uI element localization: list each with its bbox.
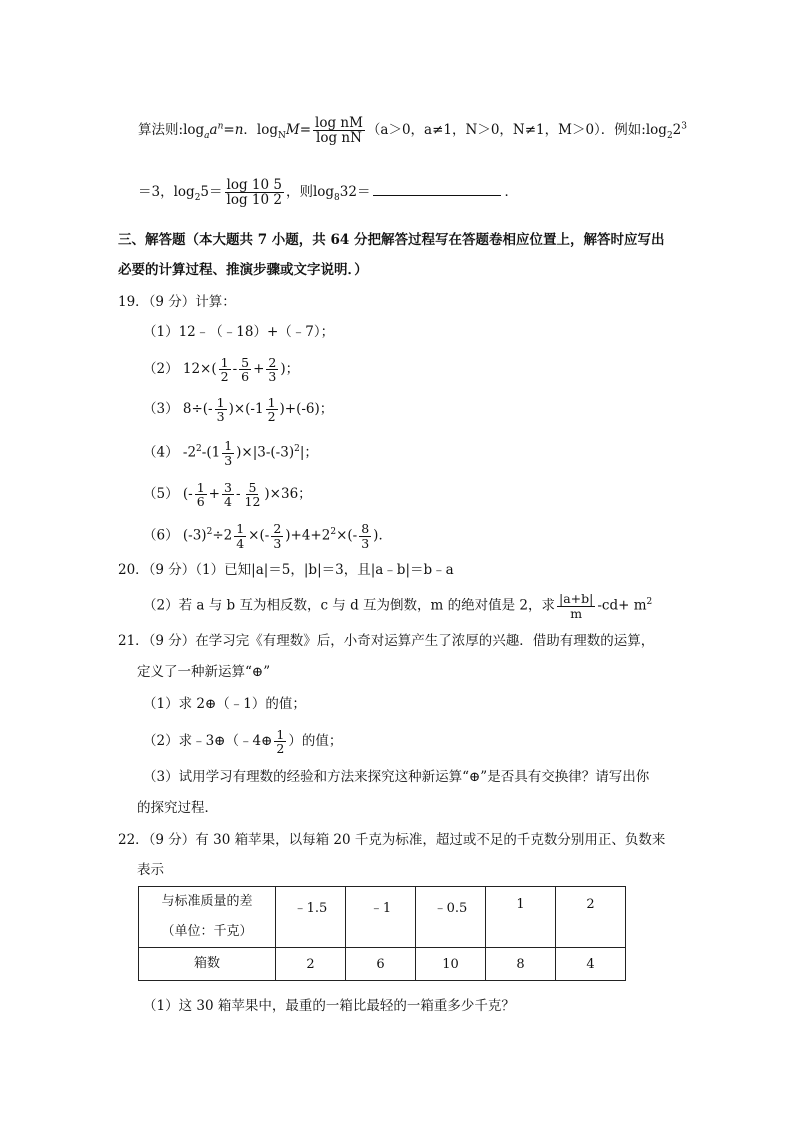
q21-part3-cont: 的探究过程．	[137, 800, 218, 816]
section-heading: 三、解答题（本大题共 7 小题，共 64 分把解答过程写在答题卷相应位置上，解答时应写出	[118, 232, 665, 248]
q21-part3: （3）试用学习有理数的经验和方法来探究这种新运算“⊕”是否具有交换律？请写出你	[143, 769, 650, 785]
algo-fraction: $\frac{\text{log nM}}{\text{log nN}}$	[315, 115, 363, 147]
table-row	[139, 948, 626, 981]
table-cell: 2	[276, 948, 346, 981]
q20-part2: （2）若 a 与 b 互为相反数，c 与 d 互为倒数，m 的绝对值是 2，求 $\frac{|a+b|}{m}$ $-cd+ m^2$	[143, 591, 653, 621]
q19-part4: （4） $-2^2-(1$ $\frac{1}{3}$ )$\times|3-(-3)^2|$；	[143, 438, 318, 468]
q21-part1: （1）求 2⊕（﹣1）的值；	[143, 696, 306, 712]
q22-line2: 表示	[137, 862, 164, 878]
apple-weight-table	[138, 886, 626, 981]
q19-part5: （5） (- $\frac{1}{6}$ + $\frac{3}{4}$ - $\frac{5}{12}$ )×36；	[143, 480, 312, 510]
algo-lead: 算法则:	[138, 122, 184, 139]
q22-line1: 22．（9 分）有 30 箱苹果，以每箱 20 千克为标准，超过或不足的千克数分别用正、负数来	[118, 832, 666, 848]
table-cell: 2	[556, 887, 626, 948]
algo-conditions: （a＞0，a≠1，N＞0，N≠1，M＞0）．例如:	[366, 122, 646, 139]
table-cell: ﹣1	[346, 887, 416, 948]
table-cell: 8	[486, 948, 556, 981]
q19-part1: （1）12﹣（﹣18）+（﹣7）；	[143, 324, 335, 340]
answer-blank[interactable]	[373, 181, 501, 196]
table-cell: ﹣1.5	[276, 887, 346, 948]
q19-part6: （6） $(-3)^2\div 2$ $\frac{1}{4}$ ×(- $\frac{2}{3}$ )$+4+2^2\times(-$ $\frac{8}{3}$ )．	[143, 521, 392, 551]
q21-line1: 21．（9 分）在学习完《有理数》后，小奇对运算产生了浓厚的兴趣．借助有理数的运算，	[118, 633, 655, 649]
algo-rule-line: 算法则$:\log_aa^n=n$．$\log_NM=$ $\frac{\text{log nM}}{\text{log nN}}$ （a＞0，a≠1，N＞0，N≠1，M＞0）．例如$:\log_22^3$	[138, 115, 687, 147]
table-cell: 6	[346, 948, 416, 981]
table-cell: ﹣0.5	[416, 887, 486, 948]
q21-part2: （2）求﹣3⊕（﹣4⊕ $\frac{1}{2}$ ）的值；	[143, 727, 343, 757]
table-header-count: 箱数	[139, 948, 276, 981]
q20-title: 20．（9 分）（1）已知|a|＝5，|b|＝3，且|a﹣b|＝b﹣a	[118, 562, 454, 578]
q19-part2: （2） 12×( $\frac{1}{2}$ - $\frac{5}{6}$ + $\frac{2}{3}$ )；	[143, 355, 300, 385]
q21-line2: 定义了一种新运算“⊕”	[137, 664, 271, 680]
q19-title: 19．（9 分）计算：	[118, 294, 236, 310]
table-row	[139, 887, 626, 948]
q19-part3: （3） 8÷(- $\frac{1}{3}$ )×(-1 $\frac{1}{2}$ )+(-6)；	[143, 395, 334, 425]
table-cell: 1	[486, 887, 556, 948]
q22-part1: （1）这 30 箱苹果中，最重的一箱比最轻的一箱重多少千克？	[143, 998, 515, 1014]
section-heading-cont: 必要的计算过程、推演步骤或文字说明．）	[118, 262, 368, 278]
algo-example-line: ＝3，$\log_25=$ $\frac{\log 10 5}{\log 10 2}$ ，则$\log_832=$ ．	[138, 177, 518, 209]
example-fraction: $\frac{\log 10 5}{\log 10 2}$	[226, 177, 282, 209]
table-cell: 10	[416, 948, 486, 981]
table-header-diff: 与标准质量的差 （单位：千克）	[139, 887, 276, 948]
table-cell: 4	[556, 948, 626, 981]
